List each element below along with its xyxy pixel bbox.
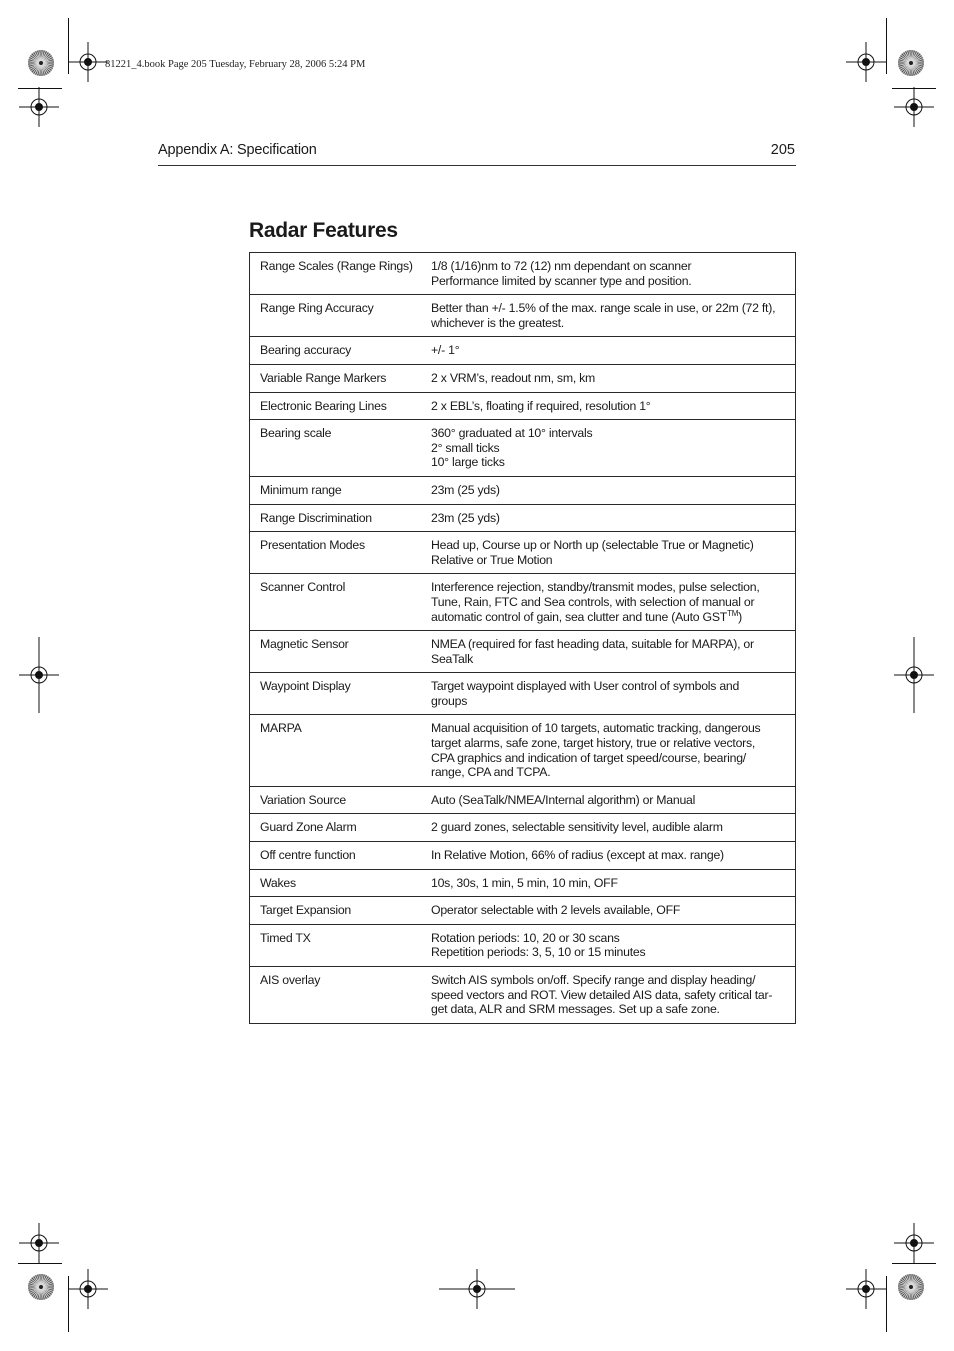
spec-label: Range Scales (Range Rings): [250, 253, 423, 295]
table-row: [250, 924, 796, 966]
spec-value-text: 2 x VRM’s, readout nm, sm, km: [431, 370, 596, 385]
spec-label: Target Expansion: [250, 897, 423, 925]
spec-label: MARPA: [250, 715, 423, 786]
spec-value-line: [431, 1002, 785, 1017]
spec-value-text: automatic control of gain, sea clutter and tune (Auto GST: [431, 609, 728, 624]
spec-value-text: target alarms, safe zone, target history, true or relative vectors,: [431, 736, 756, 751]
spec-value-text: +/- 1°: [431, 343, 460, 358]
spec-value-line: [431, 259, 785, 274]
spec-label: Scanner Control: [250, 574, 423, 631]
spec-label: Off centre function: [250, 842, 423, 870]
spec-value-text: Operator selectable with 2 levels available, OFF: [431, 903, 681, 918]
spec-label: AIS overlay: [250, 967, 423, 1024]
spec-label: Range Discrimination: [250, 504, 423, 532]
spec-value: [422, 814, 796, 842]
spec-value-text: Head up, Course up or North up (selectable True or Magnetic): [431, 538, 754, 553]
spec-value: [422, 842, 796, 870]
spec-value: [422, 897, 796, 925]
spec-value: [422, 786, 796, 814]
spec-value-text: groups: [431, 693, 468, 708]
table-row: [250, 715, 796, 786]
table-row: [250, 253, 796, 295]
spec-value-line: [431, 343, 785, 358]
spec-value-text: Relative or True Motion: [431, 552, 553, 567]
running-header-section: Appendix A: Specification: [158, 142, 317, 158]
spec-label: Guard Zone Alarm: [250, 814, 423, 842]
spec-value-text: 360° graduated at 10° intervals: [431, 426, 593, 441]
crop-mark: [892, 1263, 936, 1264]
spec-value: [422, 253, 796, 295]
table-row: [250, 786, 796, 814]
spec-value: [422, 364, 796, 392]
spec-value-text: Rotation periods: 10, 20 or 30 scans: [431, 930, 620, 945]
page-number: 205: [770, 142, 795, 158]
spec-value-line: [431, 399, 785, 414]
crop-mark: [68, 1276, 69, 1332]
table-row: [250, 476, 796, 504]
crop-mark: [886, 18, 887, 74]
crop-mark: [18, 1263, 62, 1264]
table-row: [250, 295, 796, 337]
spec-value: [422, 869, 796, 897]
table-row: [250, 673, 796, 715]
spec-value: [422, 295, 796, 337]
spec-value-line: [431, 274, 785, 289]
radar-features-table: [249, 252, 796, 1024]
spec-value-text: 2 x EBL’s, floating if required, resolution 1°: [431, 398, 651, 413]
spec-label: Timed TX: [250, 924, 423, 966]
spec-value-text: 10s, 30s, 1 min, 5 min, 10 min, OFF: [431, 875, 618, 890]
table-row: [250, 504, 796, 532]
spec-label: Minimum range: [250, 476, 423, 504]
print-slug: 81221_4.book Page 205 Tuesday, February 28, 2006 5:24 PM: [105, 59, 366, 70]
table-row: [250, 814, 796, 842]
crop-mark: [18, 88, 62, 89]
spec-value-line: [431, 793, 785, 808]
spec-value-line: [431, 820, 785, 835]
spec-value-line: [431, 595, 785, 610]
spec-value: [422, 631, 796, 673]
spec-value-text: whichever is the greatest.: [431, 315, 564, 330]
spec-value-line: [431, 441, 785, 456]
spec-value-line: [431, 751, 785, 766]
spec-value-text: Better than +/- 1.5% of the max. range scale in use, or 22m (72 ft),: [431, 301, 776, 316]
spec-label: Magnetic Sensor: [250, 631, 423, 673]
crop-mark: [68, 18, 69, 74]
spec-value-line: [431, 903, 785, 918]
spec-label: Presentation Modes: [250, 532, 423, 574]
table-row: [250, 392, 796, 420]
spec-value-text: 23m (25 yds): [431, 510, 500, 525]
spec-label: Variation Source: [250, 786, 423, 814]
spec-value-text: 2° small ticks: [431, 440, 500, 455]
spec-value-line: [431, 483, 785, 498]
spec-value-line: [431, 679, 785, 694]
spec-value-line: [431, 931, 785, 946]
spec-value-line: [431, 580, 785, 595]
table-row: [250, 364, 796, 392]
spec-value-line: [431, 973, 785, 988]
spec-value: [422, 337, 796, 365]
spec-label: Bearing accuracy: [250, 337, 423, 365]
spec-value-text: range, CPA and TCPA.: [431, 765, 551, 780]
spec-value-text: Interference rejection, standby/transmit modes, pulse selection,: [431, 580, 760, 595]
spec-value: [422, 532, 796, 574]
spec-value-text: CPA graphics and indication of target speed/course, bearing/: [431, 750, 746, 765]
spec-label: Bearing scale: [250, 420, 423, 477]
spec-value-text: 23m (25 yds): [431, 482, 500, 497]
spec-value-text: In Relative Motion, 66% of radius (except at max. range): [431, 848, 724, 863]
table-row: [250, 967, 796, 1024]
table-row: [250, 532, 796, 574]
spec-value-line: [431, 371, 785, 386]
table-row: [250, 897, 796, 925]
spec-value-line: [431, 736, 785, 751]
table-row: [250, 842, 796, 870]
table-row: [250, 337, 796, 365]
spec-value-line: [431, 637, 785, 652]
spec-value-text: Switch AIS symbols on/off. Specify range and display heading/: [431, 973, 756, 987]
spec-value-text: Performance limited by scanner type and position.: [431, 273, 692, 288]
spec-label: Wakes: [250, 869, 423, 897]
spec-value: [422, 924, 796, 966]
spec-value-line: [431, 988, 785, 1003]
spec-value-line: [431, 694, 785, 709]
crop-mark: [886, 1276, 887, 1332]
spec-value: [422, 967, 796, 1024]
spec-label: Waypoint Display: [250, 673, 423, 715]
spec-label: Variable Range Markers: [250, 364, 423, 392]
spec-value-line: [431, 301, 785, 316]
header-rule: [158, 165, 796, 166]
spec-value-suffix: ): [738, 609, 742, 624]
spec-value-line: [431, 316, 785, 331]
spec-value-line: [431, 553, 785, 568]
spec-value-line: [431, 945, 785, 960]
spec-value: [422, 392, 796, 420]
spec-value-line: [431, 455, 785, 470]
spec-value: [422, 574, 796, 631]
trademark-superscript: TM: [727, 608, 739, 618]
crop-mark: [892, 88, 936, 89]
spec-value-line: [431, 765, 785, 780]
table-row: [250, 631, 796, 673]
table-row: [250, 420, 796, 477]
spec-table-body: [250, 253, 796, 1024]
spec-value-line: [431, 848, 785, 863]
spec-value: [422, 673, 796, 715]
spec-value-line: [431, 610, 785, 625]
spec-value-text: SeaTalk: [431, 651, 473, 666]
spec-value-line: [431, 876, 785, 891]
spec-value-text: 2 guard zones, selectable sensitivity level, audible alarm: [431, 820, 723, 835]
spec-value-text: 1/8 (1/16)nm to 72 (12) nm dependant on scanner: [431, 259, 692, 273]
spec-value-line: [431, 721, 785, 736]
spec-value: [422, 504, 796, 532]
spec-value-text: NMEA (required for fast heading data, suitable for MARPA), or: [431, 637, 754, 652]
spec-label: Electronic Bearing Lines: [250, 392, 423, 420]
section-title: Radar Features: [249, 219, 398, 242]
spec-value-text: Repetition periods: 3, 5, 10 or 15 minutes: [431, 945, 646, 960]
spec-value: [422, 476, 796, 504]
spec-value: [422, 715, 796, 786]
spec-value-text: Manual acquisition of 10 targets, automatic tracking, dangerous: [431, 721, 761, 736]
spec-value-line: [431, 538, 785, 553]
spec-value-line: [431, 652, 785, 667]
spec-label: Range Ring Accuracy: [250, 295, 423, 337]
spec-value-line: [431, 511, 785, 526]
spec-value-text: get data, ALR and SRM messages. Set up a safe zone.: [431, 1002, 720, 1017]
table-row: [250, 574, 796, 631]
spec-value: [422, 420, 796, 477]
spec-value-text: Auto (SeaTalk/NMEA/Internal algorithm) or Manual: [431, 792, 696, 807]
spec-value-text: speed vectors and ROT. View detailed AIS data, safety critical tar-: [431, 987, 773, 1002]
table-row: [250, 869, 796, 897]
spec-value-text: Target waypoint displayed with User control of symbols and: [431, 679, 740, 694]
spec-value-text: 10° large ticks: [431, 455, 505, 470]
spec-value-line: [431, 426, 785, 441]
spec-value-text: Tune, Rain, FTC and Sea controls, with selection of manual or: [431, 594, 755, 609]
